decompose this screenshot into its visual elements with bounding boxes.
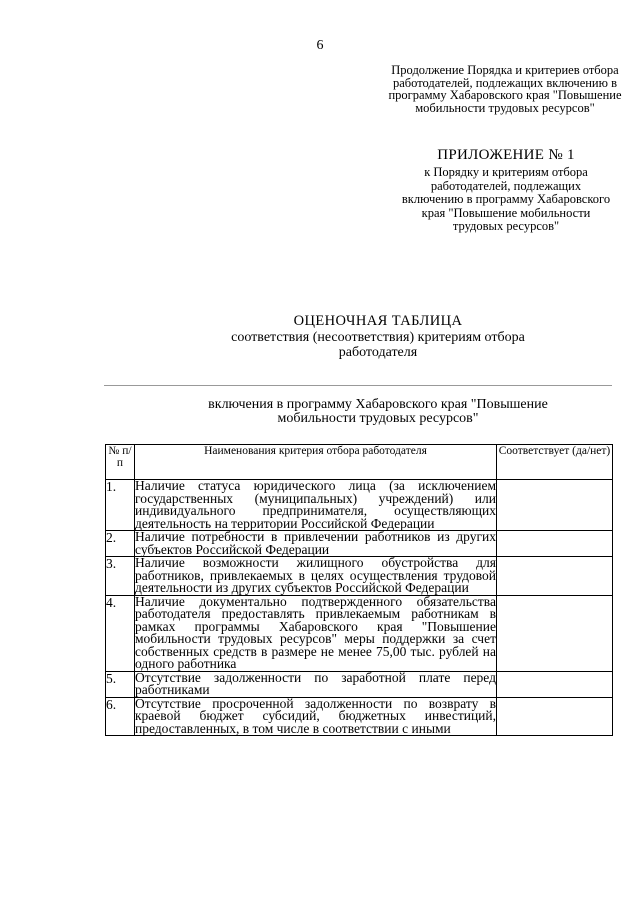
row-num: 4. [106,595,135,671]
document-heading [200,312,556,360]
table-row [106,697,613,736]
header-conformity: Соответствует (да/нет) [497,445,613,480]
row-conformity [497,531,613,557]
row-num: 5. [106,671,135,697]
row-num: 2. [106,531,135,557]
row-num: 3. [106,557,135,596]
table-row [106,557,613,596]
row-criterion: Наличие статуса юридического лица (за исключением государственных (муниципальных) учреждений) или индивидуального предпринимателя, осуществляющих деятельность на территории Российской Федерации [135,478,496,531]
table-row [106,480,613,531]
continuation-note: Продолжение Порядка и критериев отбора работодателей, подлежащих включению в программу Хабаровского края "Повышение мобильности трудовых ресурсов" [388,63,622,115]
heading-title: ОЦЕНОЧНАЯ ТАБЛИЦА [293,313,463,329]
row-conformity [497,671,613,697]
row-conformity [497,697,613,736]
program-line: включения в программу Хабаровского края "Повышение мобильности трудовых ресурсов" [208,397,548,426]
table-header-row [106,445,613,480]
appendix-title: ПРИЛОЖЕНИЕ № 1 [437,147,575,163]
horizontal-rule [104,385,612,386]
header-num: № п/п [106,445,135,480]
table-row [106,531,613,557]
table-row [106,671,613,697]
row-conformity [497,480,613,531]
heading-subtitle: соответствия (несоответствия) критериям отбора работодателя [231,330,525,360]
row-num: 6. [106,697,135,736]
row-criterion: Наличие потребности в привлечении работников из других субъектов Российской Федерации [135,529,496,557]
row-criterion: Отсутствие задолженности по заработной плате перед работниками [135,669,496,697]
row-conformity [497,557,613,596]
table-row [106,595,613,671]
row-criterion: Отсутствие просроченной задолженности по возврату в краевой бюджет субсидий, бюджетных инвестиций, предоставленных, в том числе в соответствии с иными [135,695,496,736]
page-number: 6 [316,38,324,53]
row-num: 1. [106,480,135,531]
criteria-table [105,444,613,736]
appendix-body: к Порядку и критериям отбора работодателей, подлежащих включению в программу Хабаровского края "Повышение мобильности трудовых ресурсов" [401,165,611,233]
row-conformity [497,595,613,671]
appendix-block [400,146,612,234]
header-criterion-name: Наименования критерия отбора работодателя [135,445,497,480]
row-criterion: Наличие возможности жилищного обустройства для работников, привлекаемых в целях осуществления трудовой деятельности из других субъектов Российской Федерации [135,555,496,595]
row-criterion: Наличие документально подтвержденного обязательства работодателя предоставлять привлекаемым работникам в рамках программы Хабаровского края "Повышение мобильности трудовых ресурсов" меры поддержки за счет собственных средств в размере не менее 75,00 тыс. рублей на одного работника [135,593,496,671]
